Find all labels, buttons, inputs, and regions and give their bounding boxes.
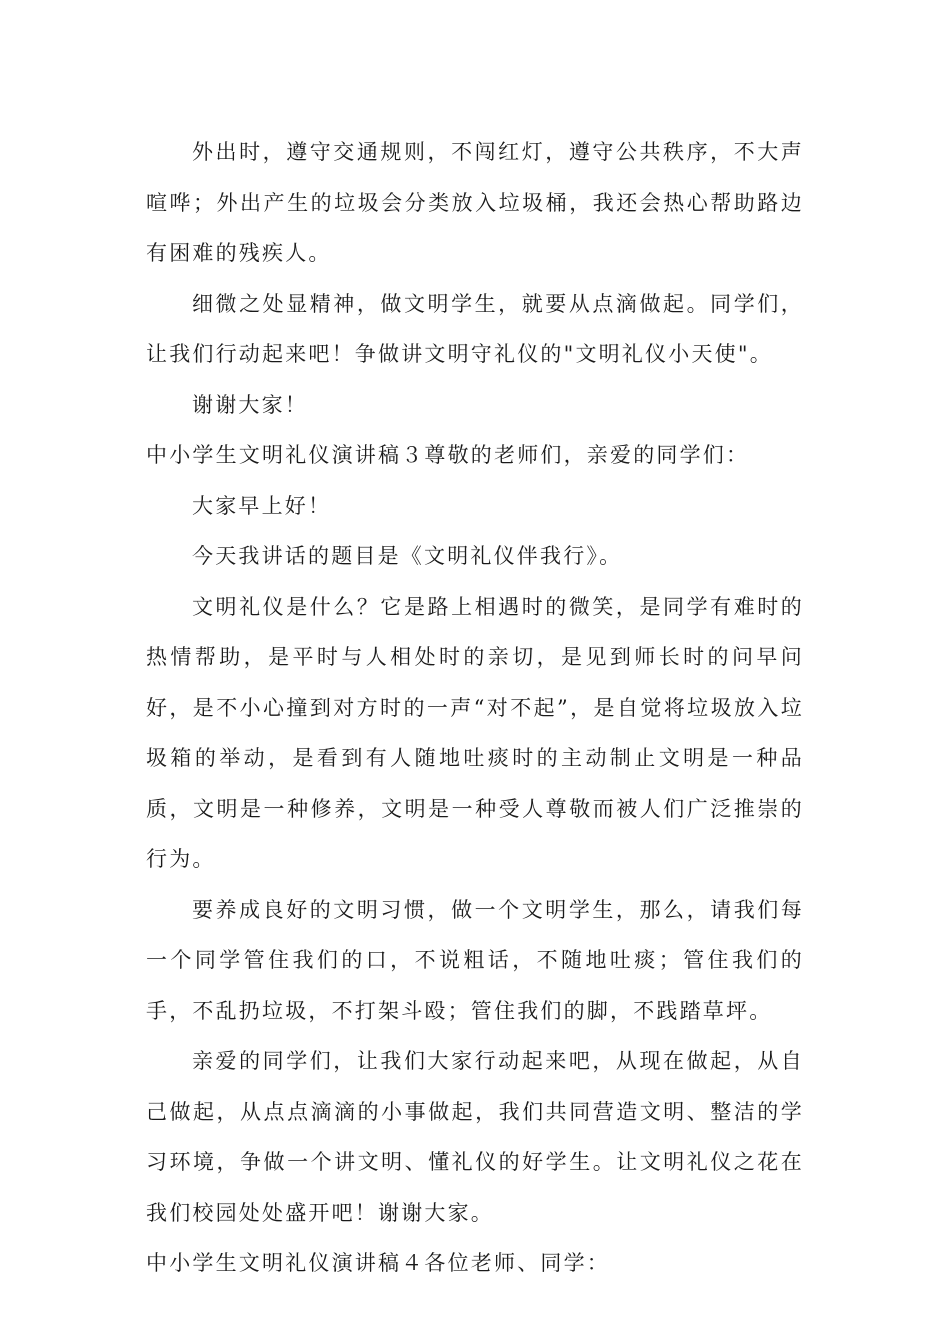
- paragraph-2: 细微之处显精神，做文明学生，就要从点滴做起。同学们，让我们行动起来吧！争做讲文明守礼仪的"文明礼仪小天使"。: [146, 291, 804, 366]
- paragraph-6: 今天我讲话的题目是《文明礼仪伴我行》。: [192, 544, 623, 568]
- paragraph-1: 外出时，遵守交通规则，不闯红灯，遵守公共秩序，不大声喧哗；外出产生的垃圾会分类放入垃圾桶，我还会热心帮助路边有困难的残疾人。: [146, 140, 804, 265]
- speech-heading-4: 中小学生文明礼仪演讲稿４各位老师、同学：: [146, 1251, 610, 1275]
- paragraph-9: 亲爱的同学们，让我们大家行动起来吧，从现在做起，从自己做起，从点点滴滴的小事做起，我们共同营造文明、整洁的学习环境，争做一个讲文明、懂礼仪的好学生。让文明礼仪之花在我们校园处处盛开吧！谢谢大家。: [146, 1049, 804, 1225]
- document-page: [146, 127, 804, 1289]
- paragraph-5: 大家早上好！: [192, 493, 332, 518]
- speech-heading-3: 中小学生文明礼仪演讲稿３尊敬的老师们，亲爱的同学们：: [146, 443, 750, 467]
- paragraph-3: 谢谢大家！: [192, 392, 308, 417]
- paragraph-8: 要养成良好的文明习惯，做一个文明学生，那么，请我们每一个同学管住我们的口，不说粗话，不随地吐痰；管住我们的手，不乱扔垃圾，不打架斗殴；管住我们的脚，不践踏草坪。: [146, 897, 804, 1023]
- paragraph-7: 文明礼仪是什么？它是路上相遇时的微笑，是同学有难时的热情帮助，是平时与人相处时的亲切，是见到师长时的问早问好，是不小心撞到对方时的一声“对不起”，是自觉将垃圾放入垃圾箱的举动，是看到有人随地吐痰时的主动制止文明是一种品质，文明是一种修养，文明是一种受人尊敬而被人们广泛推崇的行为。: [146, 594, 804, 871]
